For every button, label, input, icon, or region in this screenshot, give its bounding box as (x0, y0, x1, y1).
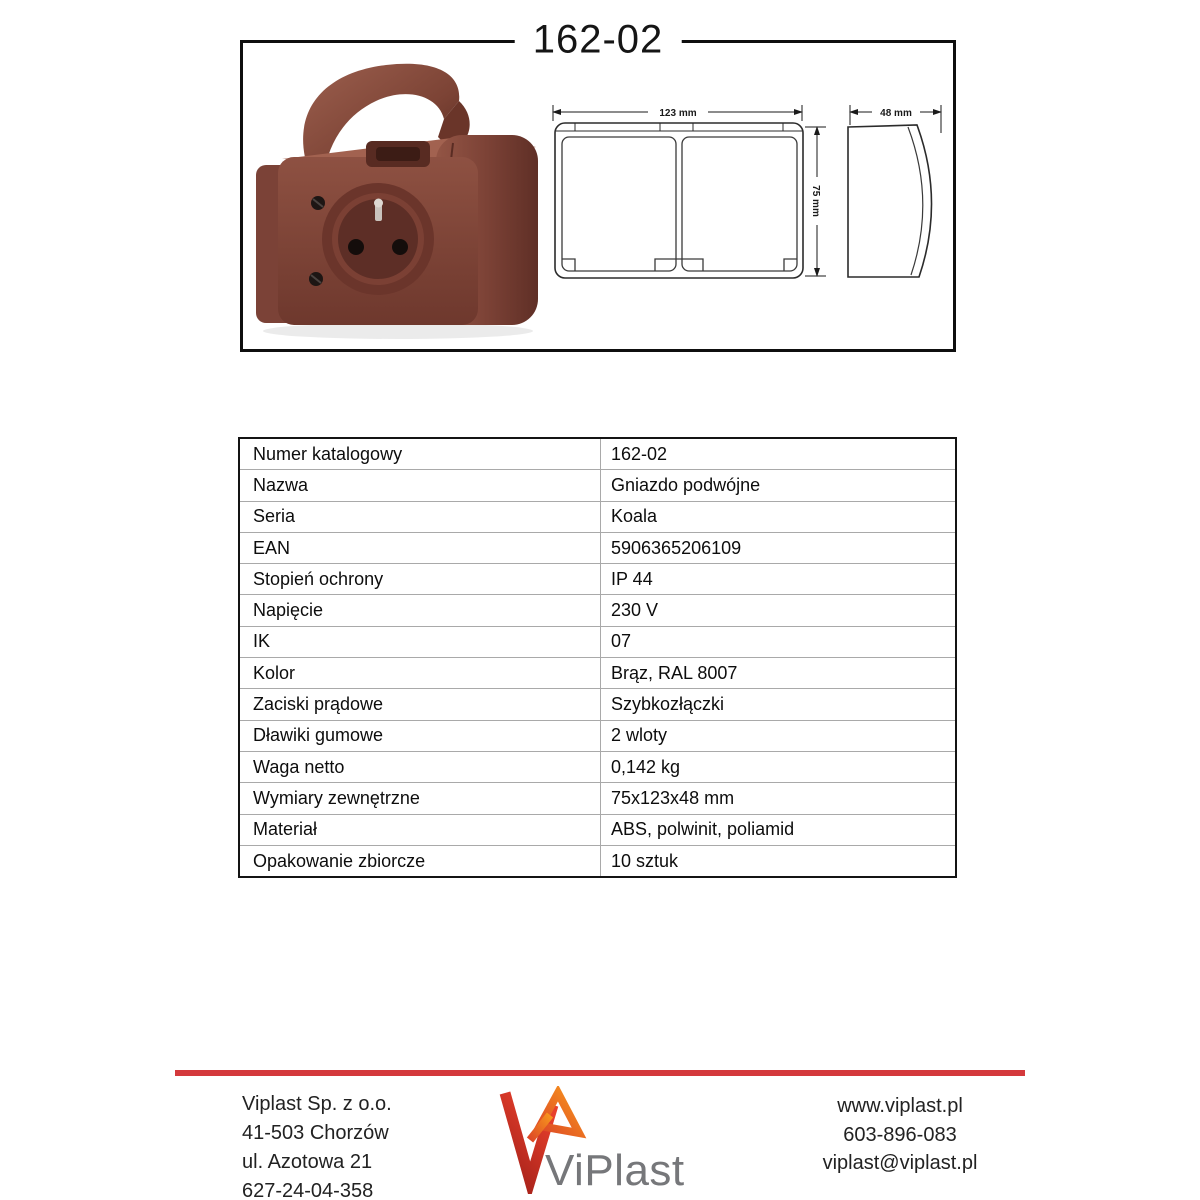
spec-label: Seria (239, 501, 601, 532)
spec-label: IK (239, 626, 601, 657)
spec-value: 230 V (601, 595, 957, 626)
table-row (239, 532, 956, 563)
spec-table (238, 437, 957, 878)
table-row (239, 845, 956, 877)
spec-label: Waga netto (239, 751, 601, 782)
table-row (239, 438, 956, 470)
spec-value: Koala (601, 501, 957, 532)
contact-info (780, 1092, 1020, 1178)
website: www.viplast.pl (837, 1095, 963, 1117)
spec-value: 0,142 kg (601, 751, 957, 782)
email-address: viplast@viplast.pl (822, 1152, 978, 1174)
dimension-height-label: 75 mm (810, 185, 821, 217)
address-line: ul. Azotowa 21 (242, 1151, 373, 1173)
table-row (239, 470, 956, 501)
footer-divider (175, 1070, 1025, 1076)
spec-value: 5906365206109 (601, 532, 957, 563)
spec-label: Materiał (239, 814, 601, 845)
dimension-width-label: 123 mm (659, 108, 697, 119)
table-row (239, 501, 956, 532)
spec-label: Nazwa (239, 470, 601, 501)
table-row (239, 658, 956, 689)
table-row (239, 595, 956, 626)
address-line: 41-503 Chorzów (242, 1122, 389, 1144)
table-row (239, 564, 956, 595)
table-row (239, 626, 956, 657)
phone-number: 603-896-083 (843, 1123, 957, 1146)
spec-label: Numer katalogowy (239, 438, 601, 470)
dimension-depth-label: 48 mm (880, 108, 912, 119)
spec-value: 162-02 (601, 438, 957, 470)
spec-value: Brąz, RAL 8007 (601, 658, 957, 689)
company-address (242, 1090, 392, 1200)
product-image-panel (240, 17, 956, 352)
logo-wordmark: ViPlast (545, 1146, 685, 1195)
spec-value: 2 wloty (601, 720, 957, 751)
product-photo (248, 57, 548, 342)
spec-label: EAN (239, 532, 601, 563)
spec-value: ABS, polwinit, poliamid (601, 814, 957, 845)
page-title: 162-02 (515, 18, 682, 63)
table-row (239, 751, 956, 782)
spec-value: IP 44 (601, 564, 957, 595)
spec-label: Kolor (239, 658, 601, 689)
spec-value: 10 sztuk (601, 845, 957, 877)
spec-label: Dławiki gumowe (239, 720, 601, 751)
address-line: Viplast Sp. z o.o. (242, 1093, 392, 1115)
spec-value: Szybkozłączki (601, 689, 957, 720)
table-row (239, 720, 956, 751)
table-row (239, 689, 956, 720)
table-row (239, 814, 956, 845)
spec-value: Gniazdo podwójne (601, 470, 957, 501)
spec-label: Opakowanie zbiorcze (239, 845, 601, 877)
spec-label: Stopień ochrony (239, 564, 601, 595)
spec-value: 07 (601, 626, 957, 657)
dimension-drawing (545, 75, 950, 305)
spec-label: Wymiary zewnętrzne (239, 783, 601, 814)
address-line: 627-24-04-358 (242, 1180, 374, 1200)
spec-label: Napięcie (239, 595, 601, 626)
table-row (239, 783, 956, 814)
spec-value: 75x123x48 mm (601, 783, 957, 814)
spec-label: Zaciski prądowe (239, 689, 601, 720)
